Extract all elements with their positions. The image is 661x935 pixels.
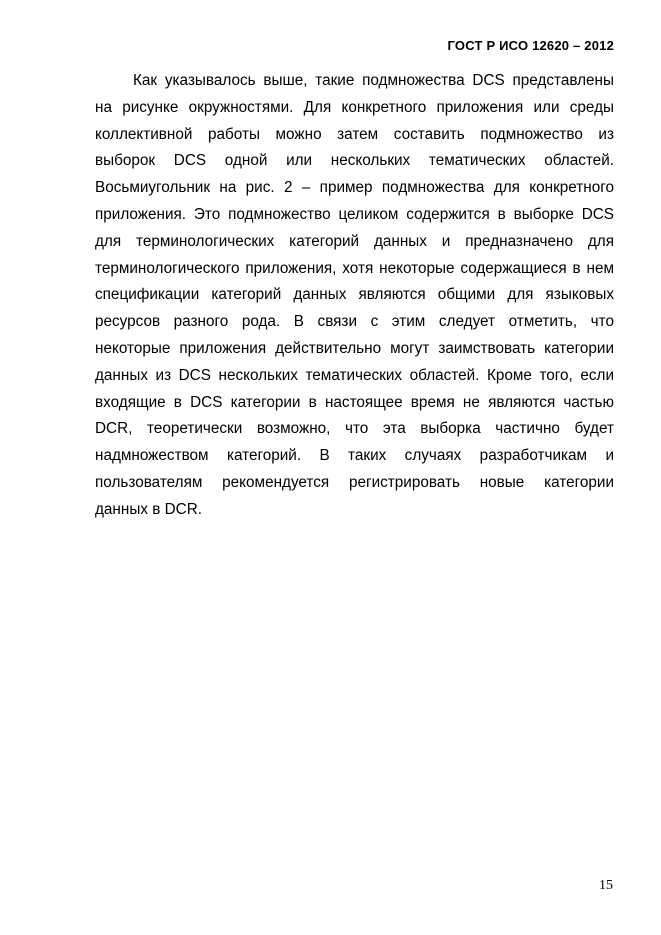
text-line: спецификации категорий данных являются общими для языковых <box>95 286 614 304</box>
text-line: некоторые приложения действительно могут заимствовать категории <box>95 339 614 357</box>
text-line: приложения. Это подмножество целиком содержится в выборке DCS <box>95 205 614 223</box>
text-line: пользователям рекомендуется регистрировать новые категории <box>95 473 614 491</box>
text-line: надмножеством категорий. В таких случаях разработчикам и <box>95 447 614 465</box>
text-line: данных из DCS нескольких тематических областей. Кроме того, если <box>95 366 614 384</box>
body-paragraph <box>95 68 614 524</box>
text-line: входящие в DCS категории в настоящее время не являются частью <box>95 393 614 411</box>
text-line: ресурсов разного рода. В связи с этим следует отметить, что <box>95 313 614 331</box>
document-header: ГОСТ Р ИСО 12620 – 2012 <box>447 38 614 53</box>
text-line: коллективной работы можно затем составить подмножество из <box>95 125 614 143</box>
page-number: 15 <box>599 878 613 893</box>
text-line: данных в DCR. <box>95 500 202 518</box>
text-line: DCR, теоретически возможно, что эта выборка частично будет <box>95 420 614 438</box>
text-line: Как указывалось выше, такие подмножества DCS представлены <box>133 72 614 89</box>
text-line: для терминологических категорий данных и предназначено для <box>95 232 614 250</box>
text-line: терминологического приложения, хотя некоторые содержащиеся в нем <box>95 259 614 277</box>
text-line: Восьмиугольник на рис. 2 – пример подмножества для конкретного <box>95 179 614 197</box>
text-line: на рисунке окружностями. Для конкретного приложения или среды <box>95 98 614 116</box>
text-line: выборок DCS одной или нескольких тематических областей. <box>95 152 614 170</box>
